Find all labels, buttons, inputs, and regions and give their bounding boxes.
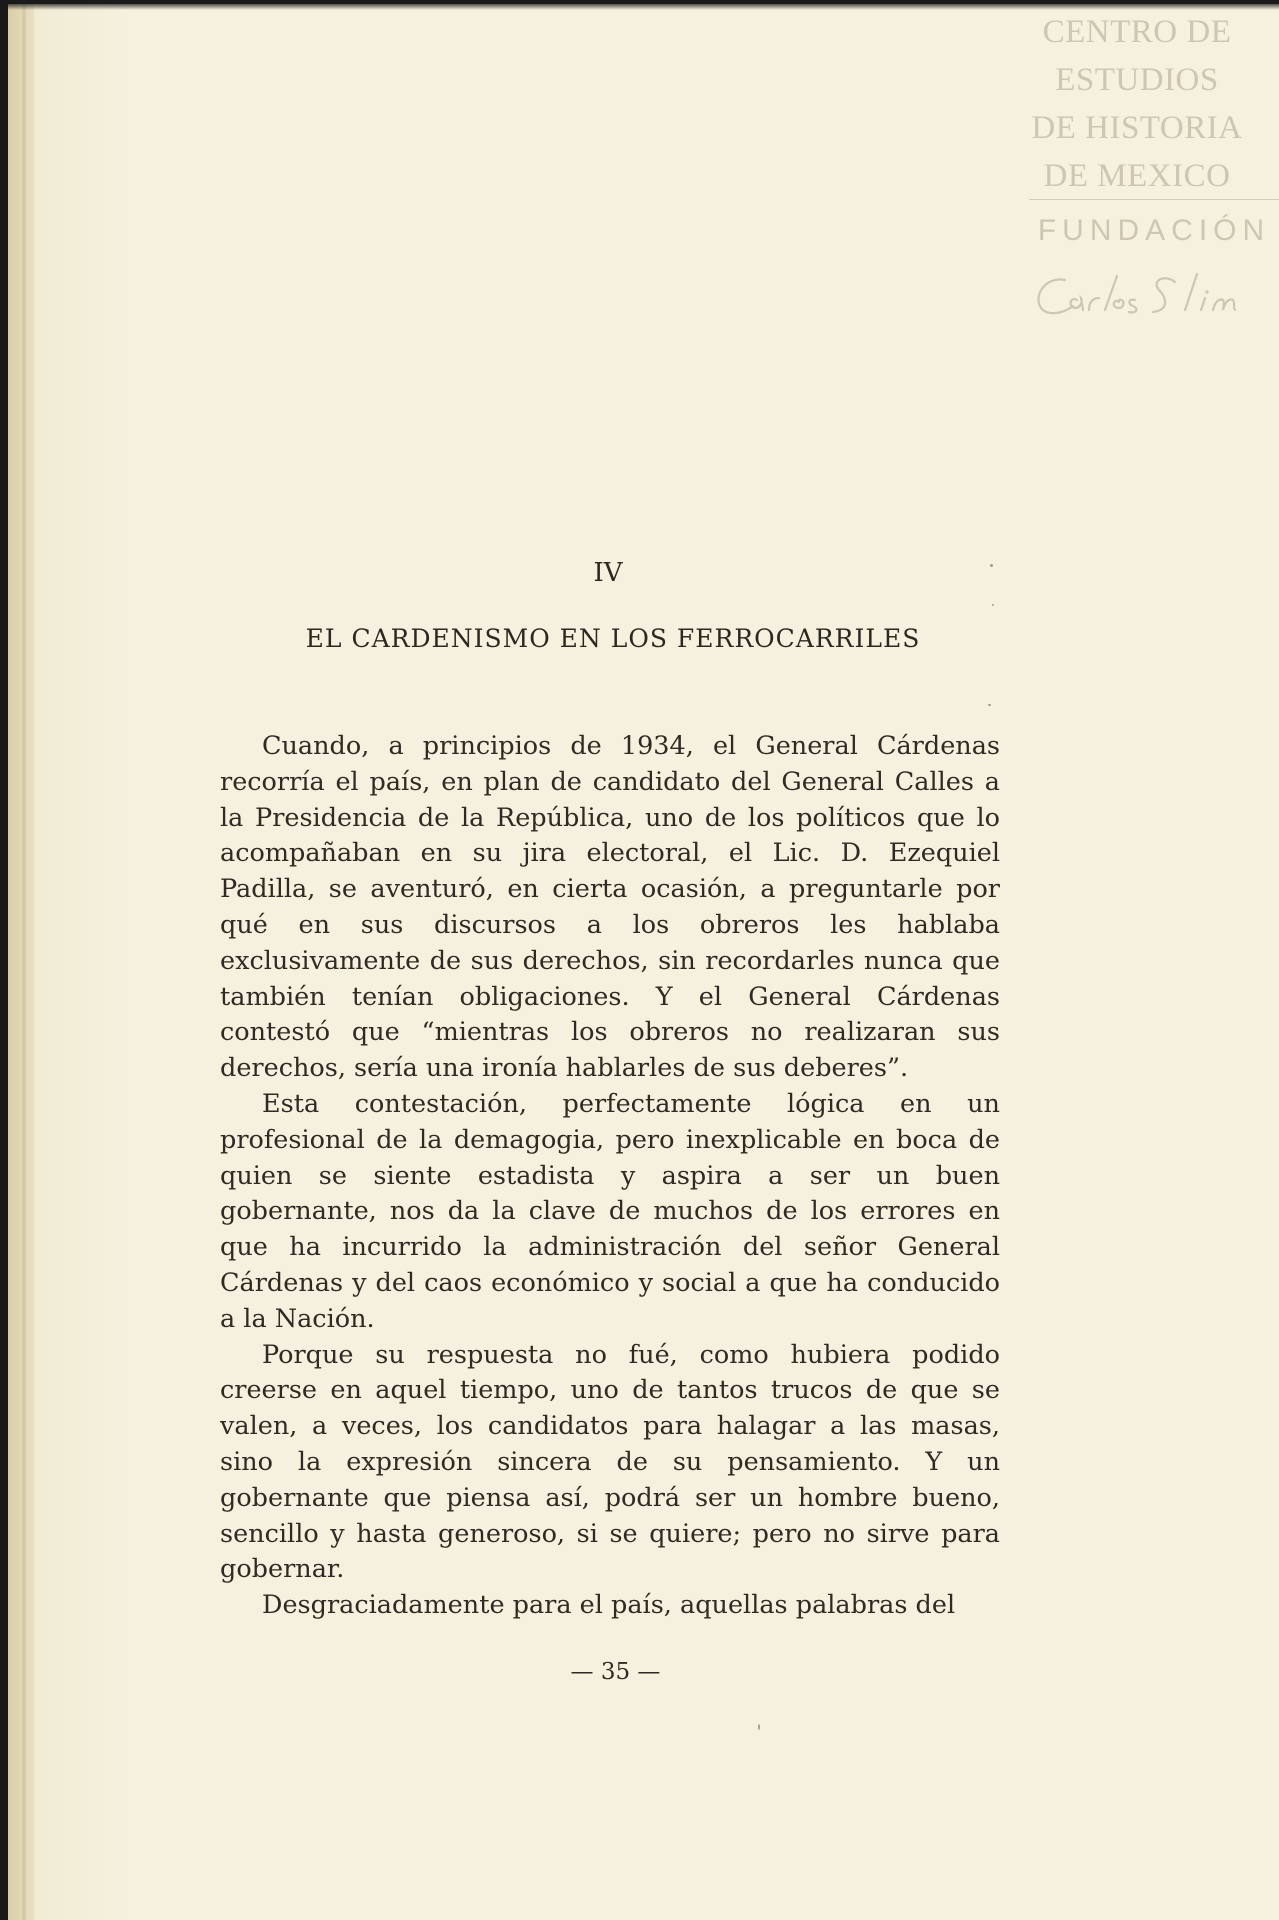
paper-speck (758, 1724, 760, 1730)
paper-speck (988, 704, 991, 706)
watermark-text (1017, 8, 1257, 200)
paragraph-1: Cuando, a principios de 1934, el General Cárdenas recorría el país, en plan de candidato del General Calles a la Presidencia de la República, uno de los políticos que lo acompañaban en su jira electoral, el Lic. D. Ezequiel Padilla, se aventuró, en cierta ocasión, a preguntarle por qué en sus discursos a los obreros les hablaba exclusivamente de sus derechos, sin recordarles nunca que también tenían obligaciones. Y el General Cárdenas contestó que “mientras los obreros no realizaran sus derechos, sería una ironía hablarles de sus deberes”. (220, 731, 1000, 1084)
page-number: — 35 — (570, 1659, 661, 1685)
watermark (1019, 4, 1279, 344)
watermark-line-4: DE MEXICO (1043, 158, 1231, 194)
watermark-fundacion: FUNDACIÓN (1037, 214, 1271, 247)
body-text (220, 729, 1000, 1624)
watermark-rule (1029, 199, 1279, 200)
binding-edge (8, 4, 34, 1920)
watermark-signature-icon (1025, 266, 1275, 322)
chapter-title: EL CARDENISMO EN LOS FERROCARRILES (305, 624, 921, 653)
watermark-line-2: ESTUDIOS (1055, 62, 1219, 98)
paragraph-4: Desgraciadamente para el país, aquellas palabras del (262, 1590, 956, 1621)
book-page (8, 4, 1279, 1920)
paragraph-2: Esta contestación, perfectamente lógica en un profesional de la demagogia, pero inexplicable en boca de quien se siente estadista y aspira a ser un buen gobernante, nos da la clave de muchos de los errores en que ha incurrido la administración del señor General Cárdenas y del caos económico y social a que ha conducido a la Nación. (220, 1088, 1000, 1334)
paper-speck (992, 604, 994, 606)
watermark-line-3: DE HISTORIA (1031, 110, 1243, 146)
watermark-line-1: CENTRO DE (1042, 14, 1232, 50)
paragraph-3: Porque su respuesta no fué, como hubiera podido creerse en aquel tiempo, uno de tantos trucos de que se valen, a veces, los candidatos para halagar a las masas, sino la expresión sincera de su pensamiento. Y un gobernante que piensa así, podrá ser un hombre bueno, sencillo y hasta generoso, si se quiere; pero no sirve para gobernar. (220, 1339, 1000, 1585)
chapter-number: IV (593, 558, 623, 588)
paper-speck (990, 564, 993, 567)
